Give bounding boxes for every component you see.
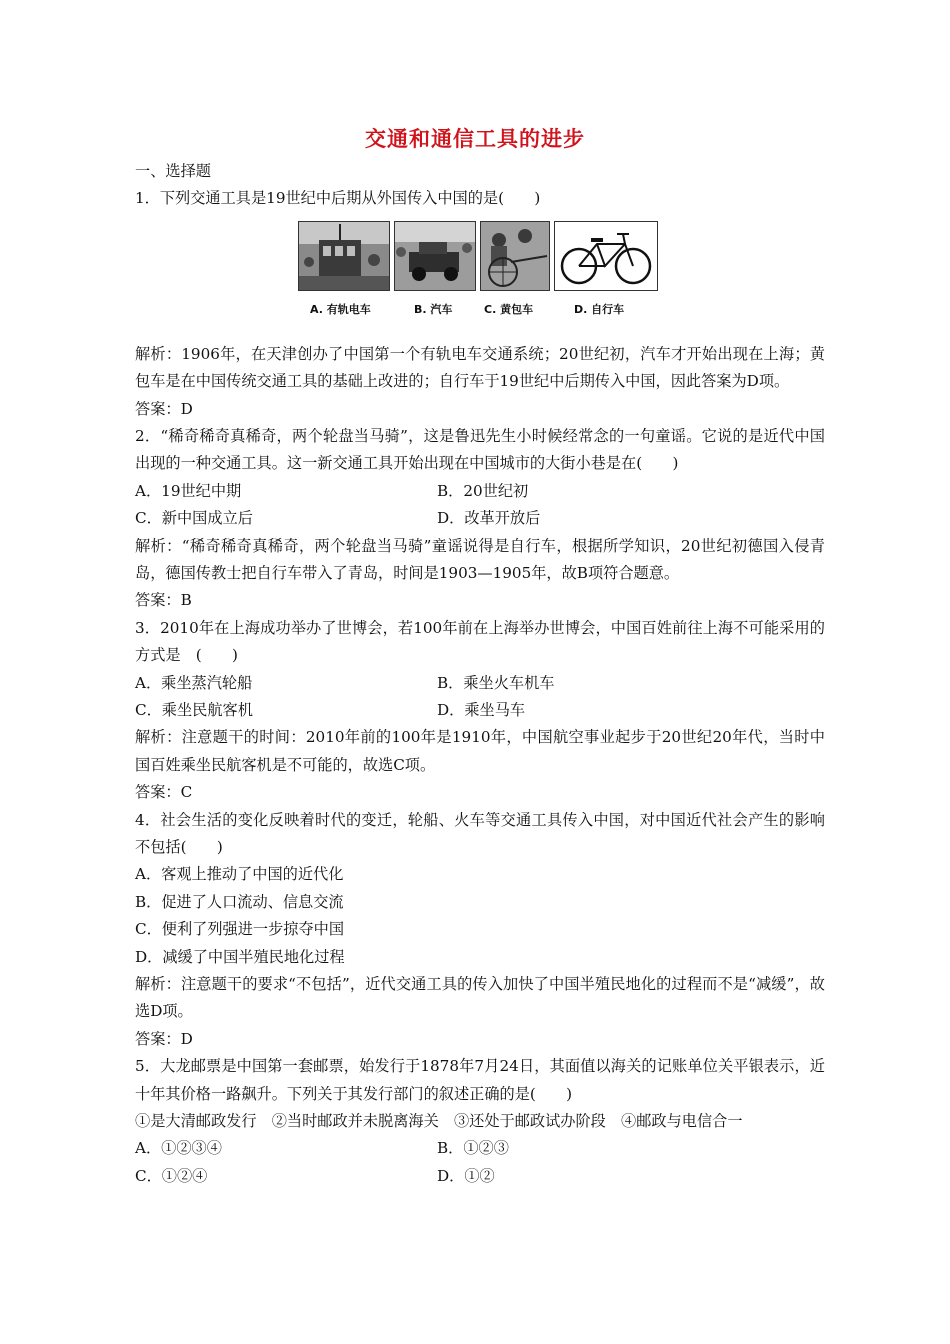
- question-3-options-row-2: [135, 697, 825, 724]
- caption-a: A. 有轨电车: [310, 302, 371, 316]
- option-d: D．乘坐马车: [437, 700, 526, 719]
- option-b: B．①②③: [437, 1139, 509, 1158]
- question-3-stem: 3．2010年在上海成功举办了世博会，若100年前在上海举办世博会，中国百姓前往上海不可能采用的方式是 ( ): [135, 618, 825, 665]
- question-4-stem: 4．社会生活的变化反映着时代的变迁，轮船、火车等交通工具传入中国，对中国近代社会产生的影响不包括( ): [135, 810, 825, 856]
- option-d: D．改革开放后: [437, 509, 541, 528]
- option-a: A．乘坐蒸汽轮船: [135, 673, 253, 692]
- question-4-analysis: 解析：注意题干的要求“不包括”，近代交通工具的传入加快了中国半殖民地化的过程而不是“减缓”，故选D项。: [135, 974, 825, 1021]
- section-heading: 一、选择题: [135, 162, 211, 180]
- question-2-options-row-1: [135, 478, 825, 505]
- document-body: [135, 158, 825, 1190]
- rickshaw-photo: [480, 221, 550, 291]
- question-5-options-row-2: [135, 1163, 825, 1190]
- question-1-analysis: 解析：1906年，在天津创办了中国第一个有轨电车交通系统；20世纪初，汽车才开始出现在上海；黄包车是在中国传统交通工具的基础上改进的；自行车于19世纪中后期传入中国，因此答案为D项。: [135, 344, 825, 391]
- question-2-analysis: 解析：“稀奇稀奇真稀奇，两个轮盘当马骑”童谣说得是自行车，根据所学知识，20世纪初德国入侵青岛，德国传教士把自行车带入了青岛，时间是1903—1905年，故B项符合题意。: [135, 536, 825, 582]
- question-1-stem: 1．下列交通工具是19世纪中后期从外国传入中国的是( ): [135, 189, 541, 208]
- option-b: B．20世纪初: [437, 481, 529, 500]
- question-1-captions: [298, 296, 654, 316]
- option-c: C．便利了列强进一步掠夺中国: [135, 920, 345, 939]
- question-1-answer: 答案：D: [135, 399, 193, 418]
- option-b: B．乘坐火车机车: [437, 673, 555, 692]
- bicycle-photo: [554, 221, 658, 291]
- question-3-analysis: 解析：注意题干的时间：2010年前的100年是1910年，中国航空事业起步于20世纪20年代，当时中国百姓乘坐民航客机是不可能的，故选C项。: [135, 728, 825, 774]
- tram-photo: [298, 221, 390, 291]
- question-2-options-row-2: [135, 505, 825, 532]
- question-5-items: ①是大清邮政发行 ②当时邮政并未脱离海关 ③还处于邮政试办阶段 ④邮政与电信合一: [135, 1111, 743, 1130]
- question-3-options-row-1: [135, 670, 825, 697]
- caption-d: D. 自行车: [574, 302, 625, 316]
- question-1-figure: [135, 213, 825, 341]
- option-c: C．①②④: [135, 1166, 208, 1185]
- option-a: A．19世纪中期: [135, 481, 242, 500]
- option-c: C．新中国成立后: [135, 509, 253, 528]
- caption-b: B. 汽车: [414, 302, 453, 316]
- car-photo: [394, 221, 476, 291]
- question-5-options-row-1: [135, 1135, 825, 1162]
- question-2-stem: 2．“稀奇稀奇真稀奇，两个轮盘当马骑”，这是鲁迅先生小时候经常念的一句童谣。它说的是近代中国出现的一种交通工具。这一新交通工具开始出现在中国城市的大街小巷是在( ): [135, 426, 825, 473]
- page-title: 交通和通信工具的进步: [365, 127, 585, 151]
- question-3-answer: 答案：C: [135, 783, 193, 802]
- option-b: B．促进了人口流动、信息交流: [135, 892, 344, 911]
- option-d: D．减缓了中国半殖民地化过程: [135, 947, 345, 966]
- option-a: A．①②③④: [135, 1139, 222, 1158]
- caption-c: C. 黄包车: [484, 302, 534, 316]
- question-5-stem: 5．大龙邮票是中国第一套邮票，始发行于1878年7月24日，其面值以海关的记账单位关平银表示，近十年其价格一路飙升。下列关于其发行部门的叙述正确的是( ): [135, 1057, 825, 1103]
- question-4-answer: 答案：D: [135, 1029, 193, 1048]
- option-a: A．客观上推动了中国的近代化: [135, 865, 344, 884]
- option-c: C．乘坐民航客机: [135, 700, 253, 719]
- option-d: D．①②: [437, 1166, 495, 1185]
- question-2-answer: 答案：B: [135, 591, 192, 610]
